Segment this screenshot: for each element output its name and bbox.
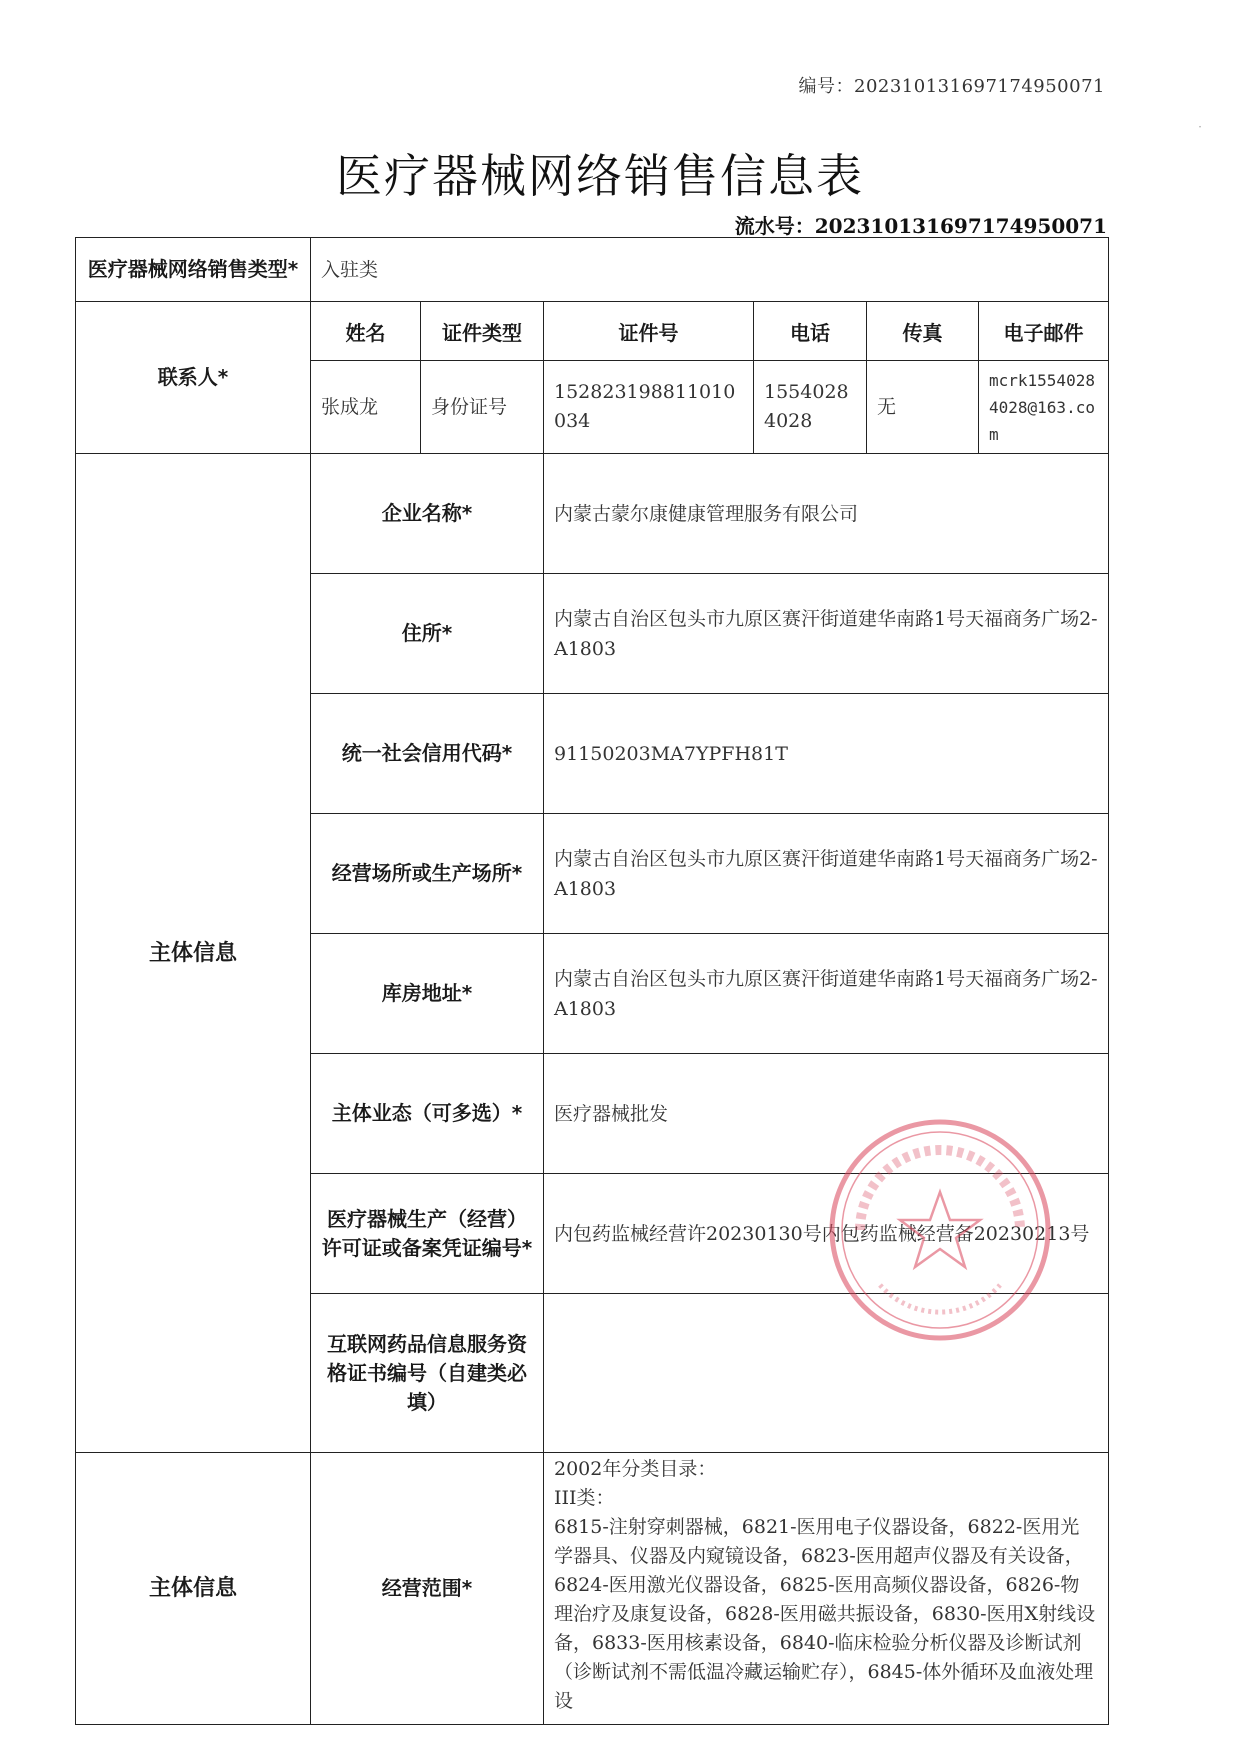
contact-name: 张成龙 [311, 361, 421, 454]
subject-field-label: 住所* [311, 574, 544, 694]
page-title: 医疗器械网络销售信息表 [336, 149, 864, 203]
internet-cert-value [544, 1294, 1109, 1453]
scope-line: III类： [554, 1487, 615, 1509]
contact-header-name: 姓名 [311, 302, 421, 361]
scope-label: 经营范围* [311, 1453, 544, 1725]
scope-value [544, 1453, 1109, 1725]
contact-header-id-type: 证件类型 [421, 302, 544, 361]
contact-header-phone: 电话 [754, 302, 867, 361]
subject-row [76, 454, 1109, 574]
contact-label: 联系人* [76, 302, 311, 454]
scope-group-label: 主体信息 [76, 1453, 311, 1725]
residence-value: 内蒙古自治区包头市九原区赛汗街道建华南路1号天福商务广场2-A1803 [544, 574, 1109, 694]
contact-header-email: 电子邮件 [979, 302, 1109, 361]
scope-row [76, 1453, 1109, 1725]
document-number: 编号：20231013169717495​0071 [798, 76, 1105, 97]
subject-field-label: 企业名称* [311, 454, 544, 574]
subject-field-label: 医疗器械生产（经营）许可证或备案凭证编号* [311, 1174, 544, 1294]
contact-phone: 15540284028 [754, 361, 867, 454]
info-table [75, 237, 1109, 1725]
license-number-value: 内包药监械经营许20230130号内包药监械经营备20230213号 [544, 1174, 1109, 1294]
subject-group-label: 主体信息 [76, 454, 311, 1453]
scan-mark: · [1198, 120, 1202, 134]
contact-id-type: 身份证号 [421, 361, 544, 454]
contact-header-id-number: 证件号 [544, 302, 754, 361]
sale-type-row [76, 238, 1109, 302]
subject-field-label: 主体业态（可多选）* [311, 1054, 544, 1174]
sale-type-label: 医疗器械网络销售类型* [76, 238, 311, 302]
sale-type-value: 入驻类 [311, 238, 1109, 302]
subject-field-label: 互联网药品信息服务资格证书编号（自建类必填） [311, 1294, 544, 1453]
company-name-value: 内蒙古蒙尔康健康管理服务有限公司 [544, 454, 1109, 574]
subject-field-label: 统一社会信用代码* [311, 694, 544, 814]
contact-fax: 无 [867, 361, 979, 454]
credit-code-value: 91150203MA7YPFH81T [544, 694, 1109, 814]
contact-email: mcrk15540284028@163.com [979, 361, 1109, 454]
contact-id-number: 152823198811010034 [544, 361, 754, 454]
contact-header-row [76, 302, 1109, 361]
subject-field-label: 经营场所或生产场所* [311, 814, 544, 934]
business-premises-value: 内蒙古自治区包头市九原区赛汗街道建华南路1号天福商务广场2-A1803 [544, 814, 1109, 934]
serial-number: 流水号：20231013169717495​0071 [734, 214, 1107, 238]
scope-line: 6815-注射穿刺器械，6821-医用电子仪器设备，6822-医用光学器具、仪器及内窥镜设备，6823-医用超声仪器及有关设备，6824-医用激光仪器设备，6825-医用高频仪器设备，6826-物理治疗及康复设备，6828-医用磁共振设备，6830-医用X射线设备，6833-医用核素设备，6840-临床检验分析仪器及诊断试剂（诊断试剂不需低温冷藏运输贮存），6845-体外循环及血液处理设 [554, 1516, 1096, 1712]
business-form-value: 医疗器械批发 [544, 1054, 1109, 1174]
scope-line: 2002年分类目录： [554, 1458, 717, 1480]
subject-field-label: 库房地址* [311, 934, 544, 1054]
warehouse-address-value: 内蒙古自治区包头市九原区赛汗街道建华南路1号天福商务广场2-A1803 [544, 934, 1109, 1054]
contact-header-fax: 传真 [867, 302, 979, 361]
